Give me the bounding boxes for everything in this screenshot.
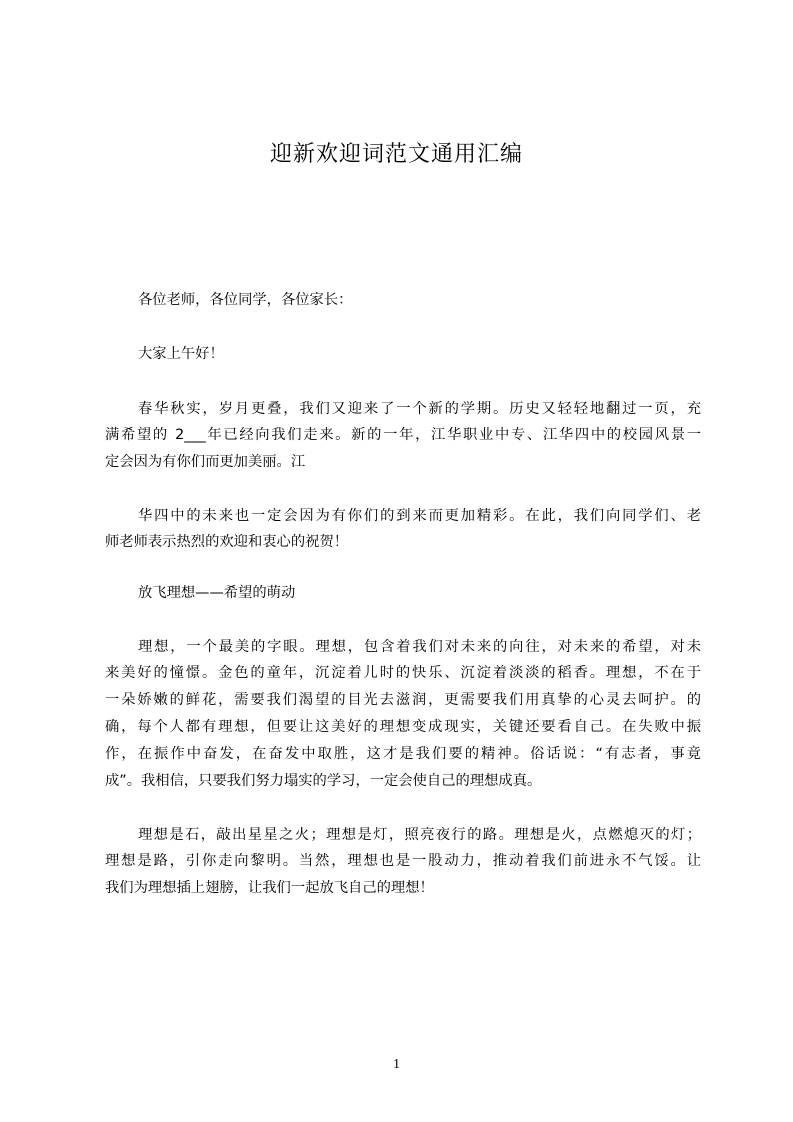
paragraph-line: 华四中的未来也一定会因为有你们的到来而更加精彩。在此，我们向同学们、老 [138, 508, 701, 524]
paragraph-line: 确，每个人都有理想，但要让这美好的理想变成现实，关键还要看自己。在失败中振 [105, 719, 701, 735]
paragraph-line: 师老师表示热烈的欢迎和衷心的祝贺！ [105, 534, 349, 550]
paragraph-line: 作，在振作中奋发，在奋发中取胜，这才是我们要的精神。俗话说：“有志者，事竟 [105, 746, 701, 762]
page-number: 1 [393, 1057, 400, 1072]
paragraph-line: 定会因为有你们而更加美丽。江 [105, 454, 306, 470]
document-title: 迎新欢迎词范文通用汇编 [269, 142, 523, 167]
paragraph-line: 理想，一个最美的字眼。理想，包含着我们对未来的向往，对未来的希望，对未 [138, 639, 701, 655]
greeting-line: 大家上午好！ [138, 346, 224, 362]
paragraph-line: 来美好的憧憬。金色的童年，沉淀着儿时的快乐、沉淀着淡淡的稻香。理想，不在于 [105, 665, 701, 681]
section-heading: 放飞理想——希望的萌动 [138, 585, 296, 601]
paragraph-line: 成”。我相信，只要我们努力塌实的学习，一定会使自己的理想成真。 [105, 773, 542, 789]
paragraph-line: 理想是路，引你走向黎明。当然，理想也是一股动力，推动着我们前进永不气馁。让 [105, 853, 701, 869]
paragraph-line: 春华秋实，岁月更叠，我们又迎来了一个新的学期。历史又轻轻地翻过一页，充 [138, 401, 701, 417]
paragraph-line: 我们为理想插上翅膀，让我们一起放飞自己的理想！ [105, 880, 434, 896]
salutation-line: 各位老师，各位同学，各位家长： [138, 292, 353, 308]
paragraph-line: 理想是石，敲出星星之火；理想是灯，照亮夜行的路。理想是火，点燃熄灭的灯； [138, 827, 701, 843]
paragraph-line: 一朵娇嫩的鲜花，需要我们渴望的目光去滋润，更需要我们用真挚的心灵去呵护。的 [105, 692, 701, 708]
paragraph-line: 满希望的 2___年已经向我们走来。新的一年，江华职业中专、江华四中的校园风景一 [105, 427, 701, 443]
